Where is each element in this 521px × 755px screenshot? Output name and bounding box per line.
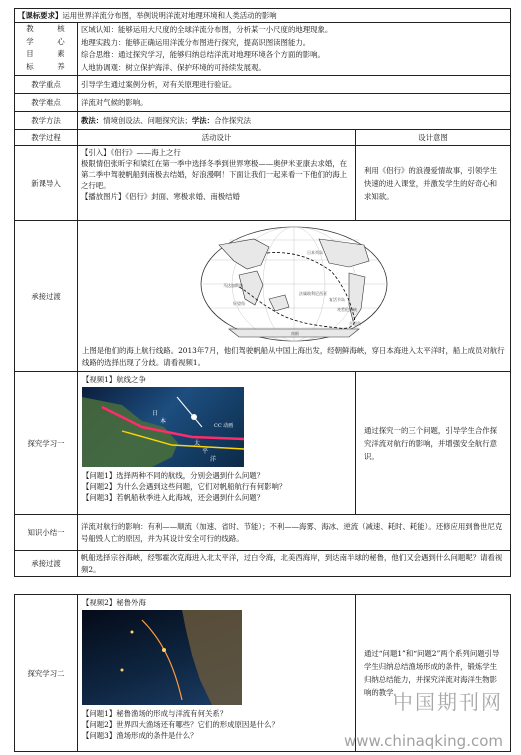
- watermark-url: www.chinaqking.com: [343, 732, 503, 750]
- method-label: 教学方法: [15, 112, 78, 130]
- literacy-item: 地理实践力：能够正确运用洋流分布图进行探究，提高识图读图能力。: [81, 37, 311, 47]
- requirements-label: 【课标要求】: [18, 11, 63, 20]
- requirements-text: 运用世界洋流分布图，举例说明洋流对地理环境和人类活动的影响: [62, 11, 277, 20]
- question-3: 渔场形成的条件是什么？: [116, 731, 198, 740]
- map-label: 南极: [291, 331, 299, 336]
- question-3: 若帆船秋季进入此海域，还会遇到什么问题？: [116, 493, 265, 502]
- teach-method-prefix: 教法：: [81, 116, 104, 125]
- video-2-title: 秘鲁外海: [116, 598, 146, 607]
- summary-1-row: [15, 515, 511, 551]
- transition-2-label: 承接过渡: [15, 551, 78, 577]
- learn-method-prefix: 学法：: [191, 116, 215, 125]
- teach-method-text: 情境创设法、问题探究法；: [103, 116, 192, 125]
- map-label: 合恩角: [349, 321, 361, 326]
- intro-title: 《侣行》——海上之行: [110, 148, 181, 157]
- map-label: 洋: [210, 456, 217, 463]
- video-1-title: 航线之争: [116, 375, 146, 384]
- summary-1-text: 洋流对航行的影响：有利——顺流（加速、省时、节能）；不利——海雾、海冰、逆流（减速、耗时、耗能）。还修应用到鲁世尼克号船毁人亡的原因，并为其设计安全可行的线路。: [78, 515, 511, 551]
- literacy-item: 区域认知：能够运用大尺度的全球洋流分布图，分析某一小尺度的地理现象。: [81, 25, 333, 34]
- map-label: 平: [202, 448, 209, 455]
- question-2: 世界四大渔场还有哪些？它们的形成原因是什么？: [116, 720, 279, 729]
- intro-intent: 利用《侣行》的浪漫爱情故事，引领学生快速的进入课堂，并激发学生的好奇心和求知欲。: [356, 146, 511, 221]
- literacy-label: 核 心 素 养: [45, 23, 78, 75]
- lesson-plan-table: [14, 8, 511, 577]
- explore-1-intent: 通过探究一的三个问题，引导学生合作探究洋流对航行的影响，并增强安全航行意识。: [356, 372, 511, 515]
- question-1: 选择两种不同的航线，分别会遇到什么问题？: [116, 471, 265, 480]
- sea-map-svg: [82, 387, 244, 467]
- literacy-items: [78, 23, 335, 75]
- explore-2-intent: 通过“问题1”和“问题2”两个系列问题引导学生归纳总结渔场形成的条件，锻炼学生归纳总结能力，并探究洋流对海洋生物影响的教学。: [356, 595, 511, 752]
- world-route-map: [199, 225, 389, 343]
- intro-label: 新课导入: [15, 146, 78, 221]
- key-point-text: 引导学生通过案例分析，对有关原理进行验证。: [78, 76, 511, 94]
- literacy-row: [15, 23, 511, 76]
- key-point-label: 教学重点: [15, 76, 78, 94]
- difficult-point-label: 教学难点: [15, 94, 78, 112]
- lesson-plan-table-continued: [14, 594, 511, 752]
- video-1-frame[interactable]: [82, 387, 244, 467]
- watermark-cn: 中国期刊网: [393, 690, 503, 714]
- intro-tag-2: 【播放图片】: [81, 192, 126, 201]
- question-tag: 【问题3】: [82, 493, 117, 502]
- transition-1-row: [15, 221, 511, 372]
- question-2: 为什么会遇到这些问题，它们对帆船航行有何影响？: [116, 482, 287, 491]
- explore-2-row: [15, 595, 511, 752]
- map-label: 本: [160, 418, 167, 425]
- learn-method-text: 合作探究法: [214, 116, 252, 125]
- goal-label: 教 学 目 标: [26, 24, 34, 71]
- requirements-row: [15, 9, 511, 23]
- transition-2-row: [15, 551, 511, 577]
- explore-1-label: 探究学习一: [15, 372, 78, 515]
- activity-header: 活动设计: [78, 130, 356, 146]
- map-label: 复活节岛: [329, 297, 345, 302]
- question-tag: 【问题1】: [82, 709, 117, 718]
- process-header-row: [15, 130, 511, 146]
- transition-1-caption: 上图是他们的海上航行线路。2013年7月，他们驾驶帆船从中国上海出发，经朝鲜海峡，穿日本海进入太平洋时，船上成员对航行线路的选择出现了分歧。请看视频1。: [82, 346, 505, 367]
- process-header: 教学过程: [15, 130, 78, 146]
- video-2-frame[interactable]: [82, 610, 242, 705]
- explore-2-label: 探究学习二: [15, 595, 78, 752]
- map-label: 法属玻利尼西亚: [299, 291, 327, 296]
- map-label: 日本列岛: [307, 250, 323, 255]
- difficult-point-text: 洋流对气候的影响。: [78, 94, 511, 112]
- difficult-point-row: [15, 94, 511, 112]
- transition-2-text: 帆船选择宗谷海峡，经鄂霍次克海进入北太平洋，过白令海，北美西海岸，到达南半球的秘鲁，他们又会遇到什么问题呢？请看视频2。: [78, 551, 511, 577]
- video-1-tag: 【视频1】: [82, 375, 117, 384]
- summary-1-label: 知识小结一: [15, 515, 78, 551]
- question-tag: 【问题2】: [82, 720, 117, 729]
- method-row: [15, 112, 511, 130]
- lesson-plan-page-2: [14, 594, 510, 752]
- question-tag: 【问题1】: [82, 471, 117, 480]
- map-label: 麦哲伦海峡: [337, 307, 357, 312]
- map-label: 马达加斯加: [223, 283, 243, 288]
- literacy-item: 综合思维：通过探究学习，能够归纳总结洋流对地理环境各个方面的影响。: [81, 50, 325, 59]
- intro-tag: 【引入】: [81, 148, 111, 157]
- map-label: 日: [152, 410, 159, 417]
- intro-body: 极限情侣张昕宇和梁红在第一季中选择冬季到世界寒极——奥伊米亚康去求婚，在第二季中驾驶帆船到南极去结婚，好浪漫啊！下面让我们一起来看一下他们的海上之行吧。: [81, 159, 348, 190]
- transition-1-label: 承接过渡: [15, 221, 78, 372]
- map-label: 好望角: [233, 301, 245, 306]
- key-point-row: [15, 76, 511, 94]
- question-tag: 【问题2】: [82, 482, 117, 491]
- literacy-item: 人地协调观：树立保护海洋、保护环境的可持续发展观。: [81, 62, 266, 72]
- map-label: 太: [194, 440, 201, 447]
- route-map-svg: [199, 225, 389, 343]
- video-2-tag: 【视频2】: [82, 598, 117, 607]
- intro-pictures: 《侣行》封面、寒极求婚、南极结婚: [125, 192, 240, 201]
- question-tag: 【问题3】: [82, 731, 117, 740]
- peru-sea-svg: [82, 610, 242, 705]
- question-1: 秘鲁渔场的形成与洋流有何关系？: [116, 709, 228, 718]
- explore-1-row: [15, 372, 511, 515]
- intro-row: [15, 146, 511, 221]
- intent-header: 设计意图: [356, 130, 511, 146]
- video-logo: CC 动画: [214, 423, 234, 429]
- lesson-plan-page-1: [14, 8, 510, 577]
